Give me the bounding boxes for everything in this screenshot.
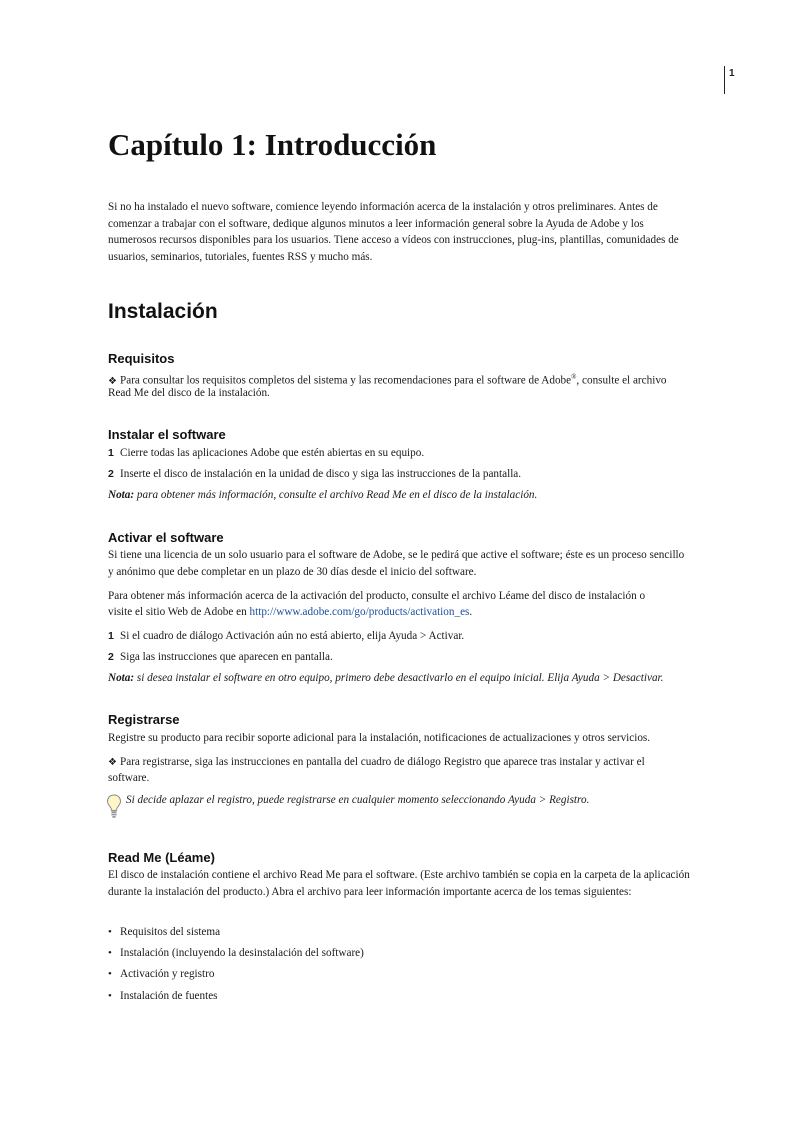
lightbulb-icon	[106, 793, 122, 821]
activate-note: Nota: si desea instalar el software en otro equipo, primero debe desactivarlo en el equipo inicial. Elija Ayuda > Desactivar.	[108, 672, 664, 684]
activation-link[interactable]: http://www.adobe.com/go/products/activation_es	[249, 606, 470, 618]
page-number-rule	[724, 66, 725, 94]
list-item: • Activación y registro	[108, 968, 215, 980]
activate-step-1: 1 Si el cuadro de diálogo Activación aún no está abierto, elija Ayuda > Activar.	[108, 630, 465, 642]
activate-step-2: 2 Siga las instrucciones que aparecen en pantalla.	[108, 651, 333, 663]
chapter-title: Capítulo 1: Introducción	[108, 127, 437, 162]
read-me-paragraph: El disco de instalación contiene el archivo Read Me para el software. (Este archivo también se copia en la carpeta de la aplicación durante la instalación del producto.) Abra el archivo para leer información importante acerca de los temas siguientes:	[108, 869, 690, 898]
activate-paragraph-2-line2: visite el sitio Web de Adobe en http://www.adobe.com/go/products/activation_es.	[108, 606, 473, 618]
activate-paragraph-1: Si tiene una licencia de un solo usuario para el software de Adobe, se le pedirá que active el software; éste es un proceso sencillo y anónimo que debe completar en un plazo de 30 días desde el inicio del software.	[108, 549, 685, 578]
activate-paragraph-2-line1: Para obtener más información acerca de la activación del producto, consulte el archivo Léame del disco de instalación o	[108, 590, 646, 602]
section-heading-installation: Instalación	[108, 300, 218, 323]
register-paragraph-1: Registre su producto para recibir soporte adicional para la instalación, notificaciones de actualizaciones y otros servicios.	[108, 732, 651, 744]
register-paragraph-2-line2: software.	[108, 772, 150, 784]
subheading-install-software: Instalar el software	[108, 427, 226, 442]
install-step-1: 1 Cierre todas las aplicaciones Adobe que estén abiertas en su equipo.	[108, 447, 425, 459]
install-step-2: 2 Inserte el disco de instalación en la unidad de disco y siga las instrucciones de la pantalla.	[108, 468, 522, 480]
register-paragraph-2-line1: ❖ Para registrarse, siga las instrucciones en pantalla del cuadro de diálogo Registro que aparece tras instalar y activar el	[108, 754, 698, 772]
register-tip: Si decide aplazar el registro, puede registrarse en cualquier momento seleccionando Ayuda > Registro.	[126, 794, 590, 806]
subheading-register: Registrarse	[108, 712, 180, 727]
list-item: • Instalación de fuentes	[108, 990, 218, 1002]
requirements-text: ❖ Para consultar los requisitos completos del sistema y las recomendaciones para el software de Adobe®, consulte el archivo	[108, 369, 698, 390]
page-number: 1	[729, 68, 735, 79]
subheading-activate-software: Activar el software	[108, 530, 224, 545]
intro-paragraph: Si no ha instalado el nuevo software, comience leyendo información acerca de la instalación y otros preliminares. Antes de comenzar a trabajar con el software, dedique algunos minutos a leer información general sobre la Ayuda de Adobe y los numerosos recursos disponibles para los usuarios. Tiene acceso a vídeos con instrucciones, plug-ins, plantillas, comunidades de usuarios, seminarios, tutoriales, fuentes RSS y mucho más.	[108, 201, 679, 263]
diamond-bullet-icon: ❖	[108, 375, 117, 387]
requirements-text-line2: Read Me del disco de la instalación.	[108, 387, 270, 399]
subheading-requirements: Requisitos	[108, 351, 175, 366]
diamond-bullet-icon: ❖	[108, 757, 117, 768]
install-note: Nota: para obtener más información, consulte el archivo Read Me en el disco de la instalación.	[108, 489, 538, 501]
list-item: • Requisitos del sistema	[108, 926, 221, 938]
list-item: • Instalación (incluyendo la desinstalación del software)	[108, 947, 364, 959]
subheading-read-me: Read Me (Léame)	[108, 850, 215, 865]
